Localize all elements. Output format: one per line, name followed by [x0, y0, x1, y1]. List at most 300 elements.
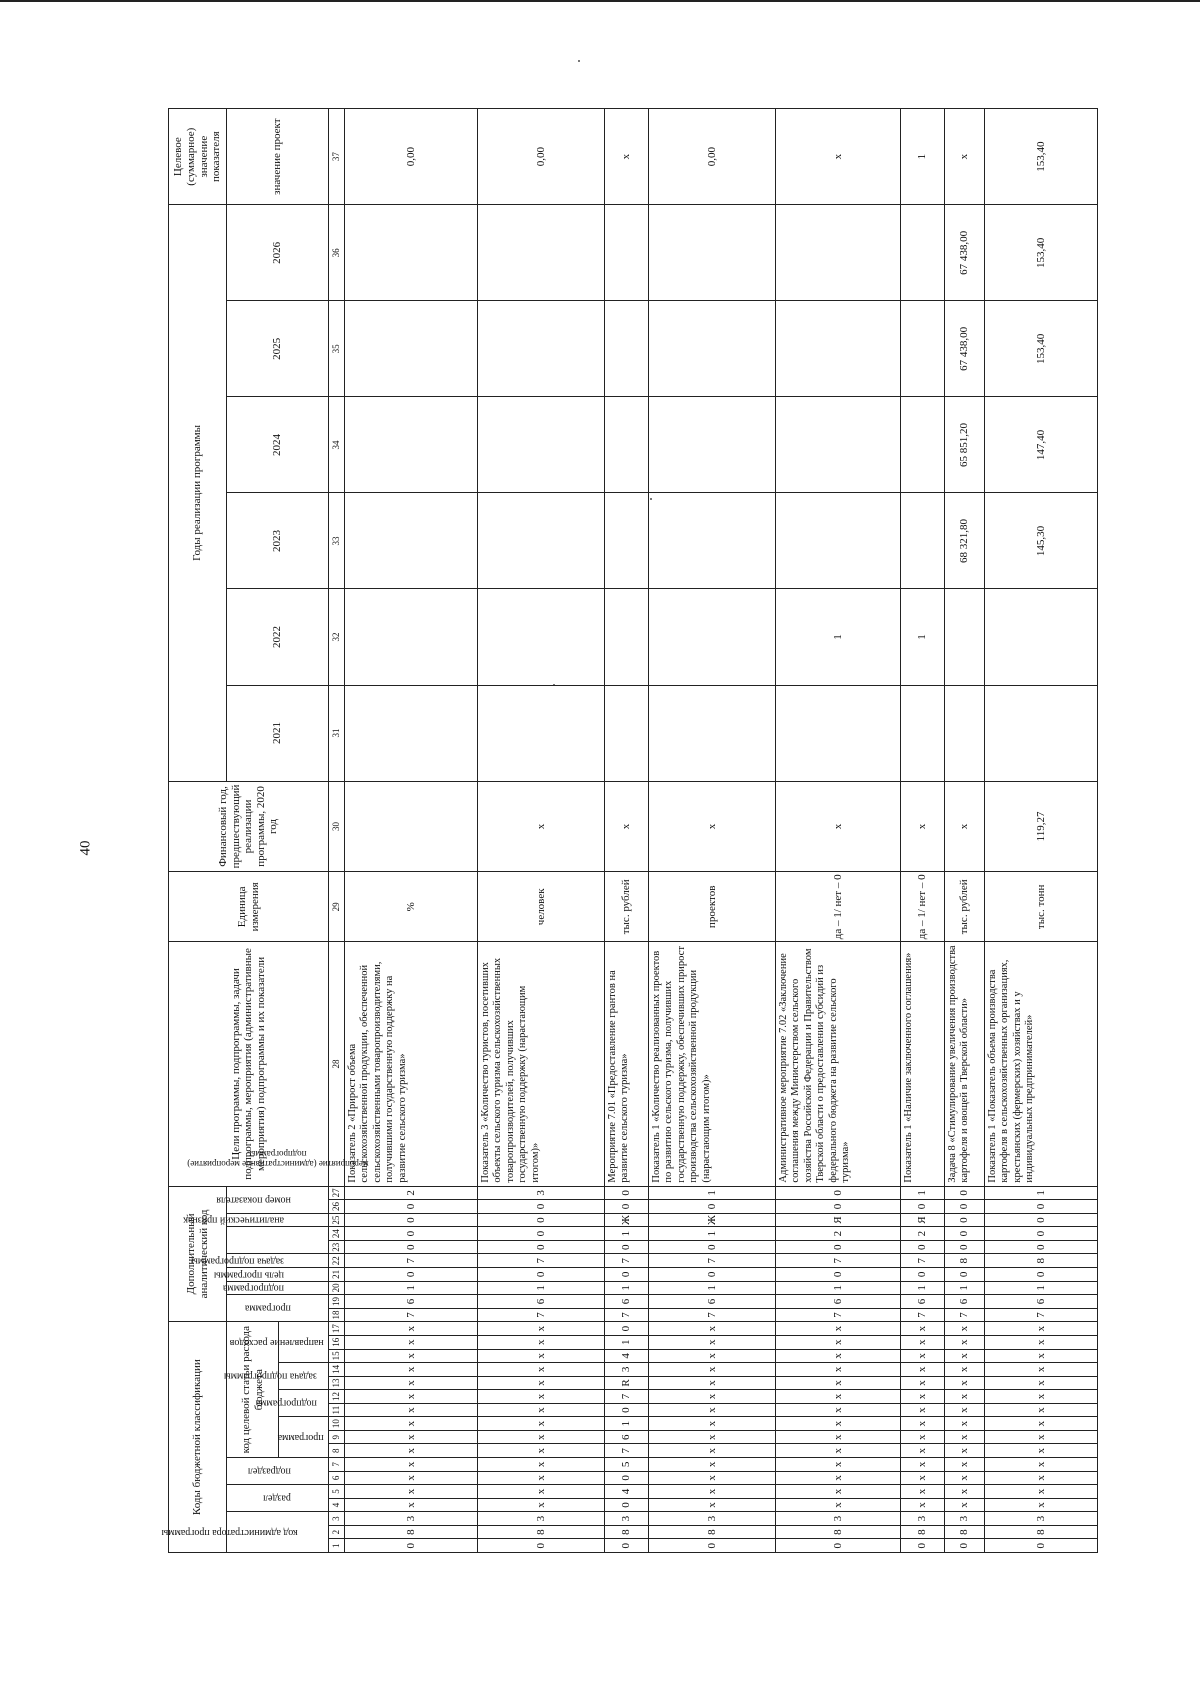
year-2023-value-cell — [605, 493, 649, 589]
code-digit-cell: х — [345, 1403, 478, 1417]
year-2022-value-cell — [345, 589, 478, 685]
index-cell: 7 — [329, 1458, 345, 1472]
code-digit-cell: х — [945, 1498, 985, 1512]
table-row — [776, 109, 901, 1553]
code-digit-cell: 0 — [901, 1200, 945, 1214]
code-digit-cell: 0 — [605, 1322, 649, 1336]
year-2021-value-cell — [985, 685, 1098, 781]
code-digit-cell: х — [985, 1403, 1098, 1417]
year-2023-value-cell — [345, 493, 478, 589]
code-digit-cell: х — [776, 1417, 901, 1431]
code-digit-cell: х — [478, 1349, 605, 1363]
code-digit-cell: 7 — [345, 1254, 478, 1268]
code-digit-cell: х — [649, 1390, 776, 1404]
code-digit-cell: 0 — [945, 1268, 985, 1282]
goal-name-cell: Показатель 1 «Наличие заключенного соглашения» — [901, 942, 945, 1186]
code-digit-cell: 6 — [605, 1295, 649, 1309]
code-digit-cell: х — [985, 1498, 1098, 1512]
code-digit-cell: 0 — [945, 1240, 985, 1254]
code-digit-cell: 0 — [478, 1200, 605, 1214]
code-digit-cell: 8 — [605, 1525, 649, 1539]
index-cell: 2 — [329, 1525, 345, 1539]
header-subprogram-task: задача подпрограммы — [279, 1363, 329, 1390]
year-2026-value-cell: 67 438,00 — [945, 205, 985, 301]
table-row — [345, 109, 478, 1553]
code-digit-cell: 0 — [985, 1240, 1098, 1254]
year-2022-value-cell — [985, 589, 1098, 685]
code-digit-cell: 7 — [945, 1308, 985, 1322]
code-digit-cell: х — [649, 1322, 776, 1336]
code-digit-cell: х — [901, 1485, 945, 1499]
header-section: раздел — [227, 1485, 329, 1512]
table-row — [985, 109, 1098, 1553]
code-digit-cell: 0 — [478, 1227, 605, 1241]
code-digit-cell: х — [901, 1403, 945, 1417]
code-digit-cell: 3 — [345, 1512, 478, 1526]
code-digit-cell: х — [901, 1444, 945, 1458]
code-digit-cell: 2 — [901, 1227, 945, 1241]
header-year-2022: 2022 — [227, 589, 329, 685]
code-digit-cell: 7 — [478, 1308, 605, 1322]
code-digit-cell: х — [649, 1498, 776, 1512]
header-budget-classification: Коды бюджетной классификации — [169, 1322, 227, 1553]
code-digit-cell: 3 — [901, 1512, 945, 1526]
header-extra-subprogram-task: задача подпрограммы — [227, 1254, 329, 1268]
code-digit-cell: 0 — [776, 1200, 901, 1214]
code-digit-cell: х — [478, 1390, 605, 1404]
code-digit-cell: х — [985, 1322, 1098, 1336]
code-digit-cell: х — [776, 1336, 901, 1350]
year-2023-value-cell — [776, 493, 901, 589]
index-cell: 36 — [329, 205, 345, 301]
code-digit-cell: 7 — [478, 1254, 605, 1268]
index-cell: 6 — [329, 1471, 345, 1485]
header-row-1 — [169, 109, 227, 1553]
year-2024-value-cell — [901, 397, 945, 493]
code-digit-cell: 0 — [478, 1539, 605, 1553]
code-digit-cell: х — [901, 1471, 945, 1485]
table-row — [945, 109, 985, 1553]
index-cell: 26 — [329, 1200, 345, 1214]
year-2025-value-cell — [901, 301, 945, 397]
code-digit-cell: 0 — [985, 1268, 1098, 1282]
fin-year-value-cell: х — [901, 781, 945, 872]
code-digit-cell: х — [901, 1417, 945, 1431]
code-digit-cell: х — [901, 1430, 945, 1444]
index-cell: 5 — [329, 1485, 345, 1499]
code-digit-cell: 1 — [901, 1186, 945, 1200]
code-digit-cell: 6 — [478, 1295, 605, 1309]
code-digit-cell: х — [945, 1444, 985, 1458]
code-digit-cell: 0 — [605, 1268, 649, 1282]
code-digit-cell: х — [945, 1376, 985, 1390]
code-digit-cell: х — [901, 1336, 945, 1350]
target-value-cell: х — [776, 109, 901, 205]
code-digit-cell: х — [345, 1363, 478, 1377]
index-cell: 10 — [329, 1417, 345, 1431]
data-rows — [345, 109, 1098, 1553]
code-digit-cell: 8 — [649, 1525, 776, 1539]
code-digit-cell: х — [478, 1322, 605, 1336]
code-digit-cell: 7 — [901, 1308, 945, 1322]
target-value-cell: х — [605, 109, 649, 205]
code-digit-cell: х — [985, 1349, 1098, 1363]
code-digit-cell: 0 — [776, 1539, 901, 1553]
index-cell: 13 — [329, 1376, 345, 1390]
header-extra-program-goal: цель программы — [227, 1268, 329, 1282]
year-2022-value-cell — [945, 589, 985, 685]
unit-cell: % — [345, 872, 478, 942]
code-digit-cell: 0 — [605, 1240, 649, 1254]
code-digit-cell: х — [776, 1403, 901, 1417]
index-cell: 9 — [329, 1430, 345, 1444]
code-digit-cell: х — [649, 1403, 776, 1417]
code-digit-cell: х — [649, 1444, 776, 1458]
code-digit-cell: 7 — [605, 1254, 649, 1268]
index-cell: 1 — [329, 1539, 345, 1553]
code-digit-cell: 0 — [776, 1186, 901, 1200]
code-digit-cell: х — [478, 1403, 605, 1417]
index-cell: 32 — [329, 589, 345, 685]
rotated-table-stage — [161, 108, 1047, 1553]
code-digit-cell: х — [901, 1376, 945, 1390]
code-digit-cell: 0 — [605, 1200, 649, 1214]
year-2024-value-cell — [649, 397, 776, 493]
code-digit-cell: 0 — [345, 1539, 478, 1553]
header-extra-analytic-sign: аналитический признак — [227, 1213, 329, 1227]
code-digit-cell: 7 — [776, 1254, 901, 1268]
target-value-cell: 153,40 — [985, 109, 1098, 205]
code-digit-cell: х — [985, 1417, 1098, 1431]
code-digit-cell: х — [901, 1390, 945, 1404]
code-digit-cell: х — [478, 1471, 605, 1485]
index-cell: 14 — [329, 1363, 345, 1377]
index-row — [329, 109, 345, 1553]
code-digit-cell: Я — [901, 1213, 945, 1227]
code-digit-cell: 1 — [901, 1281, 945, 1295]
header-extra-subprogram: подпрограмма — [227, 1281, 329, 1295]
code-digit-cell: 7 — [901, 1254, 945, 1268]
code-digit-cell: 6 — [776, 1295, 901, 1309]
code-digit-cell: 8 — [345, 1525, 478, 1539]
code-digit-cell: х — [901, 1498, 945, 1512]
unit-cell: проектов — [649, 872, 776, 942]
code-digit-cell: х — [945, 1471, 985, 1485]
code-digit-cell: 7 — [605, 1390, 649, 1404]
header-year-2026: 2026 — [227, 205, 329, 301]
year-2021-value-cell — [776, 685, 901, 781]
code-digit-cell: х — [478, 1430, 605, 1444]
target-value-cell: 0,00 — [345, 109, 478, 205]
code-digit-cell: х — [901, 1458, 945, 1472]
code-digit-cell: 0 — [776, 1268, 901, 1282]
code-digit-cell: 3 — [985, 1512, 1098, 1526]
code-digit-cell: х — [776, 1444, 901, 1458]
code-digit-cell: х — [776, 1471, 901, 1485]
code-digit-cell: 7 — [605, 1444, 649, 1458]
code-digit-cell: 0 — [605, 1403, 649, 1417]
code-digit-cell: х — [945, 1349, 985, 1363]
code-digit-cell: х — [345, 1417, 478, 1431]
goal-name-cell: Мероприятие 7.01 «Предоставление грантов на развитие сельского туризма» — [605, 942, 649, 1186]
code-digit-cell: х — [649, 1336, 776, 1350]
year-2024-value-cell — [478, 397, 605, 493]
header-year-2023: 2023 — [227, 493, 329, 589]
code-digit-cell: 0 — [605, 1471, 649, 1485]
code-digit-cell: 0 — [605, 1186, 649, 1200]
code-digit-cell: 0 — [649, 1240, 776, 1254]
code-digit-cell: х — [985, 1458, 1098, 1472]
code-digit-cell: 1 — [649, 1281, 776, 1295]
goal-name-cell: Показатель 2 «Прирост объема сельскохозяйственной продукции, обеспеченной сельскохозяйственными товаропроизводителями, получившими государственную поддержку на развитие сельского туризма» — [345, 942, 478, 1186]
code-digit-cell: 6 — [649, 1295, 776, 1309]
code-digit-cell: 8 — [945, 1254, 985, 1268]
unit-cell: да – 1/ нет – 0 — [776, 872, 901, 942]
fin-year-value-cell: 119,27 — [985, 781, 1098, 872]
year-2023-value-cell — [901, 493, 945, 589]
code-digit-cell: х — [945, 1322, 985, 1336]
year-2022-value-cell — [605, 589, 649, 685]
code-digit-cell: х — [649, 1349, 776, 1363]
code-digit-cell: х — [649, 1363, 776, 1377]
code-digit-cell: х — [649, 1458, 776, 1472]
year-2021-value-cell — [605, 685, 649, 781]
goal-name-cell: Административное мероприятие 7.02 «Заключение соглашения между Министерством сельского хозяйства Российской Федерации и Правительством Тверской области о предоставлении субсидий из федерального бюджета на развитие сельского туризма» — [776, 942, 901, 1186]
unit-cell: тыс. рублей — [605, 872, 649, 942]
code-digit-cell: 1 — [985, 1186, 1098, 1200]
year-2025-value-cell — [776, 301, 901, 397]
code-digit-cell: 0 — [605, 1539, 649, 1553]
code-digit-cell: х — [345, 1485, 478, 1499]
code-digit-cell: 1 — [478, 1281, 605, 1295]
code-digit-cell: х — [345, 1336, 478, 1350]
header-fin-year: Финансовый год, предшествующий реализации программы, 2020 год — [169, 781, 329, 872]
year-2021-value-cell — [901, 685, 945, 781]
code-digit-cell: 6 — [985, 1295, 1098, 1309]
goal-name-cell: Показатель 1 «Количество реализованных проектов по развитию сельского туризма, получивших государственную поддержку, обеспечивших прирост производства сельскохозяйственной продукции (нарастающим итогом)» — [649, 942, 776, 1186]
fin-year-value-cell: х — [776, 781, 901, 872]
code-digit-cell: 0 — [345, 1213, 478, 1227]
index-cell: 12 — [329, 1390, 345, 1404]
code-digit-cell: х — [985, 1444, 1098, 1458]
code-digit-cell: х — [478, 1458, 605, 1472]
code-digit-cell: х — [478, 1363, 605, 1377]
code-digit-cell: 3 — [478, 1186, 605, 1200]
code-digit-cell: х — [776, 1376, 901, 1390]
year-2021-value-cell — [649, 685, 776, 781]
code-digit-cell: х — [478, 1444, 605, 1458]
year-2024-value-cell: 65 851,20 — [945, 397, 985, 493]
code-digit-cell: х — [649, 1376, 776, 1390]
code-digit-cell: 1 — [985, 1281, 1098, 1295]
code-digit-cell: 6 — [901, 1295, 945, 1309]
code-digit-cell: х — [478, 1498, 605, 1512]
code-digit-cell: х — [945, 1363, 985, 1377]
year-2025-value-cell — [478, 301, 605, 397]
year-2021-value-cell — [945, 685, 985, 781]
index-cell: 20 — [329, 1281, 345, 1295]
unit-cell: да – 1/ нет – 0 — [901, 872, 945, 942]
code-digit-cell: 1 — [945, 1281, 985, 1295]
code-digit-cell: х — [901, 1363, 945, 1377]
code-digit-cell: 7 — [649, 1308, 776, 1322]
index-cell: 8 — [329, 1444, 345, 1458]
index-cell: 24 — [329, 1227, 345, 1241]
code-digit-cell: 0 — [985, 1200, 1098, 1214]
header-subprogram: подпрограмма — [279, 1390, 329, 1417]
code-digit-cell: 0 — [345, 1200, 478, 1214]
year-2026-value-cell — [605, 205, 649, 301]
code-digit-cell: х — [901, 1322, 945, 1336]
code-digit-cell: х — [345, 1458, 478, 1472]
code-digit-cell: 8 — [985, 1254, 1098, 1268]
code-digit-cell: 3 — [945, 1512, 985, 1526]
header-target-sub: значение проект — [227, 109, 329, 205]
fin-year-value-cell: х — [649, 781, 776, 872]
year-2026-value-cell — [901, 205, 945, 301]
code-digit-cell: 1 — [605, 1227, 649, 1241]
code-digit-cell: х — [345, 1322, 478, 1336]
code-digit-cell: х — [945, 1458, 985, 1472]
code-digit-cell: х — [345, 1444, 478, 1458]
code-digit-cell: 1 — [605, 1281, 649, 1295]
code-digit-cell: 8 — [985, 1525, 1098, 1539]
code-digit-cell: 5 — [605, 1458, 649, 1472]
year-2021-value-cell — [345, 685, 478, 781]
scan-top-edge — [0, 0, 1200, 2]
code-digit-cell: 1 — [345, 1281, 478, 1295]
code-digit-cell: х — [345, 1376, 478, 1390]
code-digit-cell: х — [945, 1485, 985, 1499]
code-digit-cell: 8 — [478, 1525, 605, 1539]
header-program: программа — [279, 1417, 329, 1458]
code-digit-cell: R — [605, 1376, 649, 1390]
code-digit-cell: 0 — [345, 1227, 478, 1241]
code-digit-cell: 3 — [776, 1512, 901, 1526]
table-row — [605, 109, 649, 1553]
code-digit-cell: х — [776, 1430, 901, 1444]
code-digit-cell: х — [901, 1349, 945, 1363]
code-digit-cell: х — [985, 1430, 1098, 1444]
code-digit-cell: 0 — [985, 1539, 1098, 1553]
code-digit-cell: х — [985, 1363, 1098, 1377]
code-digit-cell: 0 — [649, 1268, 776, 1282]
target-value-cell: 0,00 — [649, 109, 776, 205]
table-row — [649, 109, 776, 1553]
code-digit-cell: 6 — [945, 1295, 985, 1309]
header-subsection: подраздел — [227, 1458, 329, 1485]
page-number: 40 — [77, 840, 94, 856]
year-2024-value-cell — [345, 397, 478, 493]
code-digit-cell: 6 — [605, 1430, 649, 1444]
code-digit-cell: х — [776, 1363, 901, 1377]
index-cell: 17 — [329, 1322, 345, 1336]
year-2023-value-cell: 145,30 — [985, 493, 1098, 589]
code-digit-cell: х — [776, 1498, 901, 1512]
code-digit-cell: 2 — [345, 1186, 478, 1200]
code-digit-cell: 8 — [901, 1525, 945, 1539]
program-indicators-table — [161, 108, 1098, 1553]
year-2025-value-cell — [345, 301, 478, 397]
code-digit-cell: 0 — [901, 1268, 945, 1282]
code-digit-cell: х — [345, 1349, 478, 1363]
code-digit-cell: 7 — [985, 1308, 1098, 1322]
code-digit-cell: 0 — [345, 1268, 478, 1282]
index-cell: 3 — [329, 1512, 345, 1526]
header-expense-direction: направление расходов — [279, 1322, 329, 1363]
header-target-expense-code: код целевой статьи расхода бюджета — [227, 1322, 279, 1458]
code-digit-cell: 7 — [605, 1308, 649, 1322]
code-digit-cell: 0 — [945, 1186, 985, 1200]
year-2022-value-cell — [478, 589, 605, 685]
header-target: Целевое (суммарное) значение показателя — [169, 109, 227, 205]
code-digit-cell: х — [649, 1471, 776, 1485]
index-cell: 30 — [329, 781, 345, 872]
code-digit-cell: 1 — [649, 1227, 776, 1241]
header-extra-activity: мероприятие (административное мероприятие) подпрограммы — [227, 1227, 329, 1254]
code-digit-cell: х — [776, 1349, 901, 1363]
index-cell: 31 — [329, 685, 345, 781]
year-2023-value-cell — [478, 493, 605, 589]
scan-speck — [578, 60, 580, 62]
code-digit-cell: Ж — [649, 1213, 776, 1227]
code-digit-cell: х — [478, 1336, 605, 1350]
code-digit-cell: х — [985, 1336, 1098, 1350]
goal-name-cell: Задача 8 «Стимулирование увеличения производства картофеля и овощей в Тверской области» — [945, 942, 985, 1186]
fin-year-value-cell: х — [478, 781, 605, 872]
code-digit-cell: 1 — [605, 1417, 649, 1431]
code-digit-cell: 7 — [649, 1254, 776, 1268]
index-cell: 34 — [329, 397, 345, 493]
year-2023-value-cell: 68 321,80 — [945, 493, 985, 589]
index-cell: 23 — [329, 1240, 345, 1254]
code-digit-cell: Я — [776, 1213, 901, 1227]
header-extra-indicator-number: номер показателя — [227, 1186, 329, 1213]
year-2026-value-cell — [649, 205, 776, 301]
header-extra-analytic-code: Дополнительный аналитический код — [169, 1186, 227, 1322]
header-year-2025: 2025 — [227, 301, 329, 397]
code-digit-cell: 3 — [478, 1512, 605, 1526]
code-digit-cell: х — [776, 1485, 901, 1499]
index-cell: 28 — [329, 942, 345, 1186]
code-digit-cell: х — [649, 1417, 776, 1431]
year-2026-value-cell — [776, 205, 901, 301]
fin-year-value-cell — [345, 781, 478, 872]
code-digit-cell: 3 — [605, 1363, 649, 1377]
year-2026-value-cell: 153,40 — [985, 205, 1098, 301]
code-digit-cell: 0 — [945, 1539, 985, 1553]
code-digit-cell: х — [945, 1403, 985, 1417]
unit-cell: человек — [478, 872, 605, 942]
code-digit-cell: 0 — [945, 1200, 985, 1214]
code-digit-cell: х — [776, 1458, 901, 1472]
code-digit-cell: 0 — [478, 1240, 605, 1254]
index-cell: 25 — [329, 1213, 345, 1227]
index-cell: 18 — [329, 1308, 345, 1322]
code-digit-cell: х — [649, 1430, 776, 1444]
code-digit-cell: 4 — [605, 1349, 649, 1363]
goal-name-cell: Показатель 3 «Количество туристов, посетивших объекты сельского туризма сельскохозяйственных товаропроизводителей, получивших государственную поддержку (нарастающим итогом)» — [478, 942, 605, 1186]
year-2025-value-cell — [649, 301, 776, 397]
code-digit-cell: х — [345, 1390, 478, 1404]
code-digit-cell: 0 — [478, 1213, 605, 1227]
code-digit-cell: 7 — [345, 1308, 478, 1322]
code-digit-cell: х — [945, 1390, 985, 1404]
index-cell: 21 — [329, 1268, 345, 1282]
code-digit-cell: х — [945, 1430, 985, 1444]
header-year-2024: 2024 — [227, 397, 329, 493]
code-digit-cell: 8 — [776, 1525, 901, 1539]
